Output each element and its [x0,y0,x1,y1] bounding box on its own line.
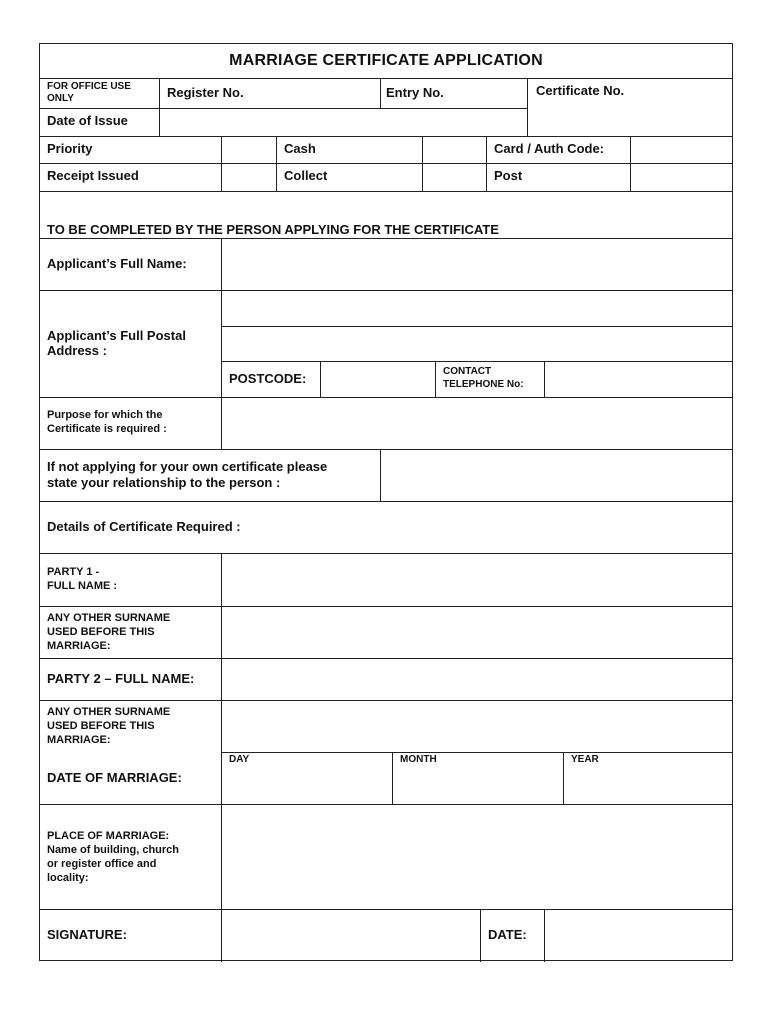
for-office-use-label: FOR OFFICE USE [47,81,131,92]
purpose-label: Purpose for which the [47,409,163,421]
divider [39,191,733,192]
divider [380,78,381,108]
contact-telephone-field[interactable] [545,362,732,397]
divider [276,136,277,191]
relationship-label: If not applying for your own certificate please [47,459,328,474]
receipt-issued-label: Receipt Issued [47,168,139,183]
cash-field[interactable] [423,137,485,163]
for-office-use-label-2: ONLY [47,93,74,104]
postal-address-line2-field[interactable] [222,327,732,361]
card-auth-code-field[interactable] [631,137,732,163]
party1-full-name-label: PARTY 1 - [47,566,100,578]
party1-other-surname-label-3: MARRIAGE: [47,640,111,652]
contact-telephone-label: CONTACT [443,366,492,377]
party1-other-surname-label-2: USED BEFORE THIS [47,626,155,638]
entry-no-field[interactable] [452,79,526,108]
post-label: Post [494,168,523,183]
month-label: MONTH [400,754,437,765]
party2-other-surname-label: ANY OTHER SURNAME [47,706,171,718]
applicant-full-name-label: Applicant’s Full Name: [47,256,187,271]
party1-other-surname-field[interactable] [222,607,732,658]
party2-other-surname-label-2: USED BEFORE THIS [47,720,155,732]
register-no-field[interactable] [250,79,379,108]
priority-field[interactable] [222,137,275,163]
signature-label: SIGNATURE: [47,927,127,942]
party2-other-surname-field[interactable] [222,701,732,752]
divider [486,136,487,191]
entry-no-label: Entry No. [386,85,444,100]
party1-full-name-field[interactable] [222,554,732,606]
applicant-section-heading: TO BE COMPLETED BY THE PERSON APPLYING FOR THE CERTIFICATE [47,222,499,237]
certificate-no-label: Certificate No. [536,83,625,98]
postcode-label: POSTCODE: [229,371,307,386]
divider [39,163,733,164]
contact-telephone-label-2: TELEPHONE No: [443,379,524,390]
register-no-label: Register No. [167,85,244,100]
year-label: YEAR [571,754,599,765]
divider [480,909,481,962]
place-of-marriage-label-3: or register office and [47,858,157,870]
purpose-label-2: Certificate is required : [47,423,167,435]
cash-label: Cash [284,141,316,156]
applicant-full-name-field[interactable] [222,239,732,290]
postal-address-line1-field[interactable] [222,291,732,326]
divider [39,136,733,137]
divider [39,78,733,79]
date-field[interactable] [545,910,732,961]
form-title: MARRIAGE CERTIFICATE APPLICATION [229,52,543,69]
relationship-field[interactable] [381,450,732,501]
party1-full-name-label-2: FULL NAME : [47,580,118,592]
place-of-marriage-field[interactable] [222,805,732,909]
party2-full-name-field[interactable] [222,659,732,700]
place-of-marriage-label-4: locality: [47,872,89,884]
details-heading: Details of Certificate Required : [47,519,241,534]
postcode-field[interactable] [321,362,434,397]
card-auth-code-label: Card / Auth Code: [494,141,605,156]
party1-other-surname-label: ANY OTHER SURNAME [47,612,171,624]
place-of-marriage-label: PLACE OF MARRIAGE: [47,830,170,842]
post-field[interactable] [631,164,732,191]
day-label: DAY [229,754,250,765]
signature-field[interactable] [222,910,479,961]
place-of-marriage-label-2: Name of building, church [47,844,180,856]
receipt-issued-field[interactable] [222,164,275,191]
certificate-no-field[interactable] [528,104,732,136]
divider [39,501,733,502]
postal-address-label: Applicant’s Full Postal [47,328,186,343]
priority-label: Priority [47,141,93,156]
postal-address-label-2: Address : [47,343,107,358]
date-of-issue-field[interactable] [160,109,526,136]
collect-label: Collect [284,168,328,183]
relationship-label-2: state your relationship to the person : [47,475,281,490]
purpose-field[interactable] [222,398,732,449]
party2-full-name-label: PARTY 2 – FULL NAME: [47,671,195,686]
date-of-marriage-label: DATE OF MARRIAGE: [47,770,182,785]
collect-field[interactable] [423,164,485,191]
date-label: DATE: [488,927,527,942]
divider [435,361,436,397]
party2-other-surname-label-3: MARRIAGE: [47,734,111,746]
date-of-issue-label: Date of Issue [47,113,128,128]
